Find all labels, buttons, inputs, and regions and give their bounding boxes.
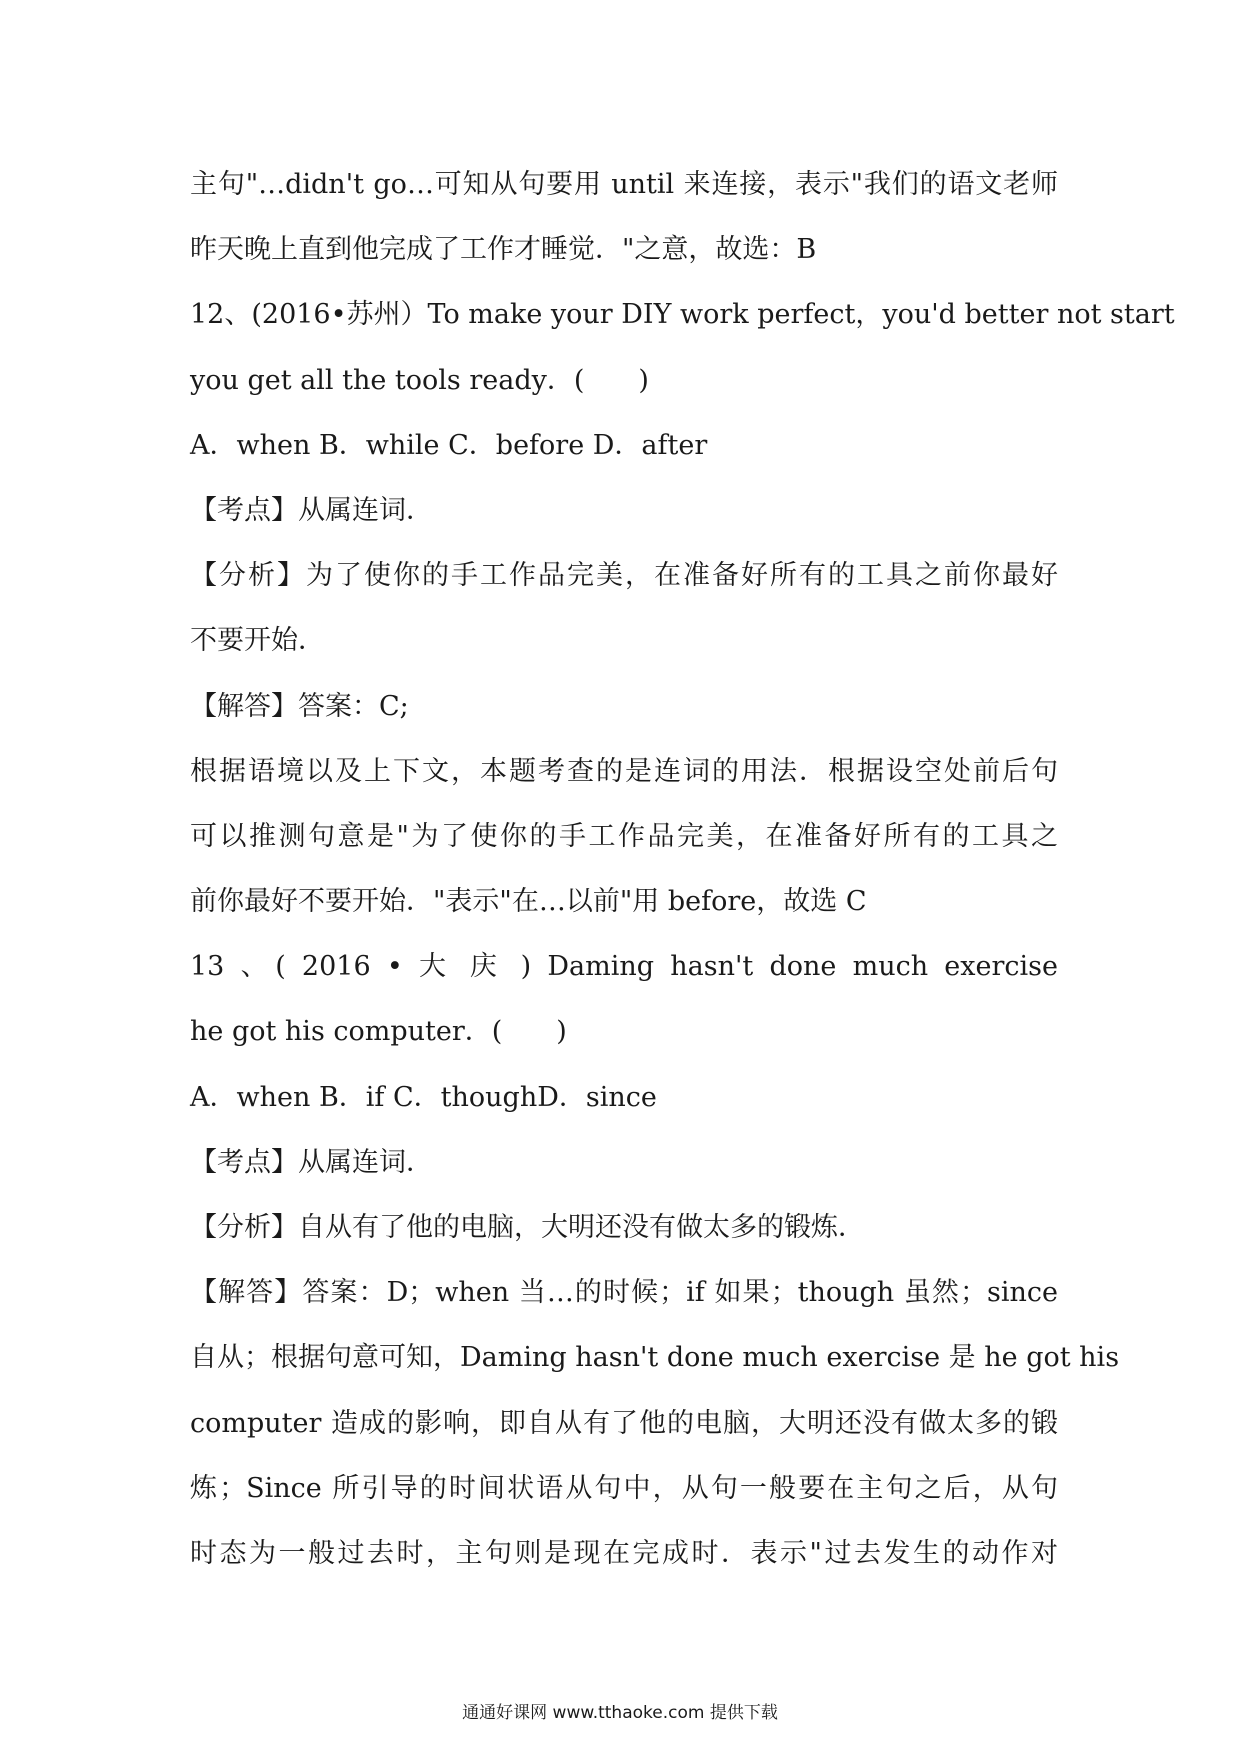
question-12-analysis: 【分析】为了使你的手工作品完美，在准备好所有的工具之前你最好 [190,560,1058,592]
question-13-explanation: 自从；根据句意可知，Daming hasn't done much exercise 是 he got his [190,1342,1120,1374]
question-13-explanation: 炼；Since 所引导的时间状语从句中，从句一般要在主句之后，从句 [190,1472,1058,1504]
question-12-answer: 【解答】答案：C; [190,690,409,722]
question-13-stem-end: he got his computer．( ) [190,1016,567,1048]
question-13-answer: 【解答】答案：D；when 当…的时候；if 如果；though 虽然；since [190,1277,1058,1309]
question-13-analysis: 【分析】自从有了他的电脑，大明还没有做太多的锻炼． [190,1212,865,1243]
question-12-stem-end: you get all the tools ready．( ) [190,364,649,396]
question-13-options: A．when B．if C．thoughD．since [190,1081,657,1113]
question-13-stem: 13 、( 2016 • 大 庆 ) Daming hasn't done much exercise [190,951,1058,983]
document-body [190,152,1175,1586]
question-12-explanation-end: 前你最好不要开始．"表示"在…以前"用 before，故选 C [190,886,867,918]
question-12-topic: 【考点】从属连词． [190,494,433,526]
question-12-stem: 12、(2016•苏州）To make your DIY work perfect，you'd better not start [190,299,1175,331]
question-12-options: A．when B．while C．before D．after [190,429,708,461]
text-line: 主句"…didn't go…可知从句要用 until 来连接，表示"我们的语文老师 [190,169,1058,200]
text-line: 昨天晚上直到他完成了工作才睡觉．"之意，故选：B [190,234,817,266]
question-13-explanation: computer 造成的影响，即自从有了他的电脑，大明还没有做太多的锻 [190,1407,1058,1439]
page-footer: 通通好课网 www.tthaoke.com 提供下载 [462,1703,778,1723]
question-13-explanation: 时态为一般过去时，主句则是现在完成时．表示"过去发生的动作对 [190,1537,1058,1569]
question-12-explanation: 可以推测句意是"为了使你的手工作品完美，在准备好所有的工具之 [190,820,1058,852]
question-12-explanation: 根据语境以及上下文，本题考查的是连词的用法．根据设空处前后句 [190,755,1058,787]
question-13-topic: 【考点】从属连词． [190,1146,433,1178]
question-12-analysis-end: 不要开始． [190,625,325,657]
